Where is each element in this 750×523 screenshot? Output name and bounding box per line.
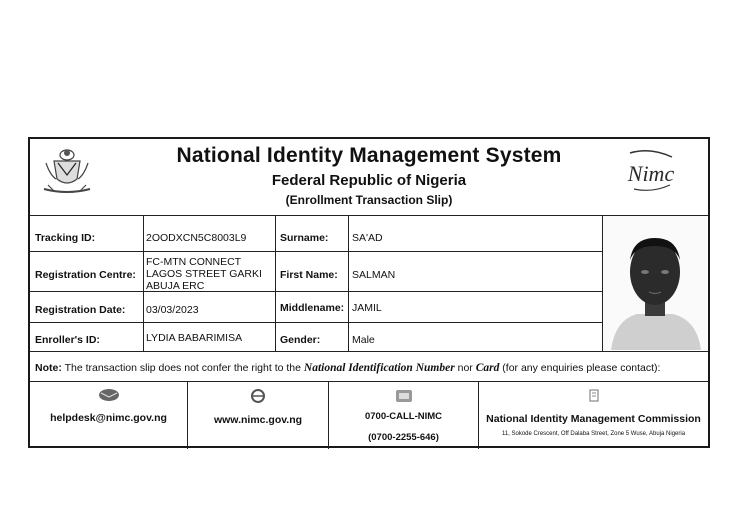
commission-name: National Identity Management Commission bbox=[486, 413, 701, 425]
phone-icon bbox=[395, 388, 413, 404]
passport-photo bbox=[602, 215, 708, 351]
contact-website bbox=[187, 382, 328, 449]
note-text-3: (for any enquiries please contact): bbox=[502, 362, 661, 374]
slip-header bbox=[30, 139, 708, 215]
nimc-logo-icon bbox=[620, 147, 682, 195]
note-text-1: The transaction slip does not confer the right to the bbox=[64, 362, 301, 374]
contact-email bbox=[30, 382, 187, 449]
first-name-label: First Name: bbox=[280, 269, 338, 281]
note-text-2: nor bbox=[457, 362, 473, 374]
middlename-label: Middlename: bbox=[280, 302, 345, 314]
page-title: National Identity Management System bbox=[176, 144, 562, 167]
contact-bar bbox=[30, 381, 708, 448]
registration-centre-label: Registration Centre: bbox=[35, 269, 136, 281]
tracking-id-value: 2OODXCN5C8003L9 bbox=[146, 232, 247, 244]
details-table bbox=[30, 215, 602, 352]
note-emphasis-card: Card bbox=[475, 362, 500, 374]
surname-value: SA'AD bbox=[352, 232, 383, 244]
phone-label: 0700-CALL-NIMC bbox=[364, 411, 443, 422]
note-emphasis-nin: National Identification Number bbox=[303, 362, 455, 374]
gender-label: Gender: bbox=[280, 334, 321, 346]
contact-phone bbox=[328, 382, 478, 449]
enroller-id-label: Enroller's ID: bbox=[35, 334, 100, 346]
disclaimer-note bbox=[30, 351, 708, 381]
registration-centre-line-2: LAGOS STREET GARKI bbox=[146, 268, 262, 280]
contact-commission bbox=[478, 382, 708, 449]
internet-icon bbox=[250, 388, 266, 404]
person-photo-icon bbox=[603, 216, 707, 350]
enroller-id-value: LYDIA BABARIMISA bbox=[146, 332, 243, 344]
phone-number[interactable]: (0700-2255-646) bbox=[368, 432, 439, 443]
website-link[interactable]: www.nimc.gov.ng bbox=[213, 414, 303, 426]
registration-centre-line-3: ABUJA ERC bbox=[146, 280, 205, 292]
first-name-value: SALMAN bbox=[352, 269, 396, 281]
commission-address: 11, Sokode Crescent, Off Dalaba Street, Zone 5 Wuse, Abuja Nigeria bbox=[501, 431, 686, 437]
note-prefix: Note: bbox=[35, 362, 62, 374]
logo-text: Nimc bbox=[627, 161, 675, 186]
building-icon bbox=[588, 388, 600, 402]
gender-value: Male bbox=[352, 334, 375, 346]
registration-centre-line-1: FC-MTN CONNECT bbox=[146, 256, 242, 268]
email-icon bbox=[98, 388, 120, 402]
registration-centre-value bbox=[146, 256, 262, 292]
registration-date-value: 03/03/2023 bbox=[146, 304, 199, 316]
surname-label: Surname: bbox=[280, 232, 329, 244]
tracking-id-label: Tracking ID: bbox=[35, 232, 96, 244]
middlename-value: JAMIL bbox=[352, 302, 382, 314]
page-subtitle: Federal Republic of Nigeria bbox=[271, 172, 467, 189]
slip-type-label: (Enrollment Transaction Slip) bbox=[285, 193, 453, 207]
enrollment-slip bbox=[28, 137, 710, 448]
registration-date-label: Registration Date: bbox=[35, 304, 126, 316]
helpdesk-email[interactable]: helpdesk@nimc.gov.ng bbox=[50, 412, 167, 424]
